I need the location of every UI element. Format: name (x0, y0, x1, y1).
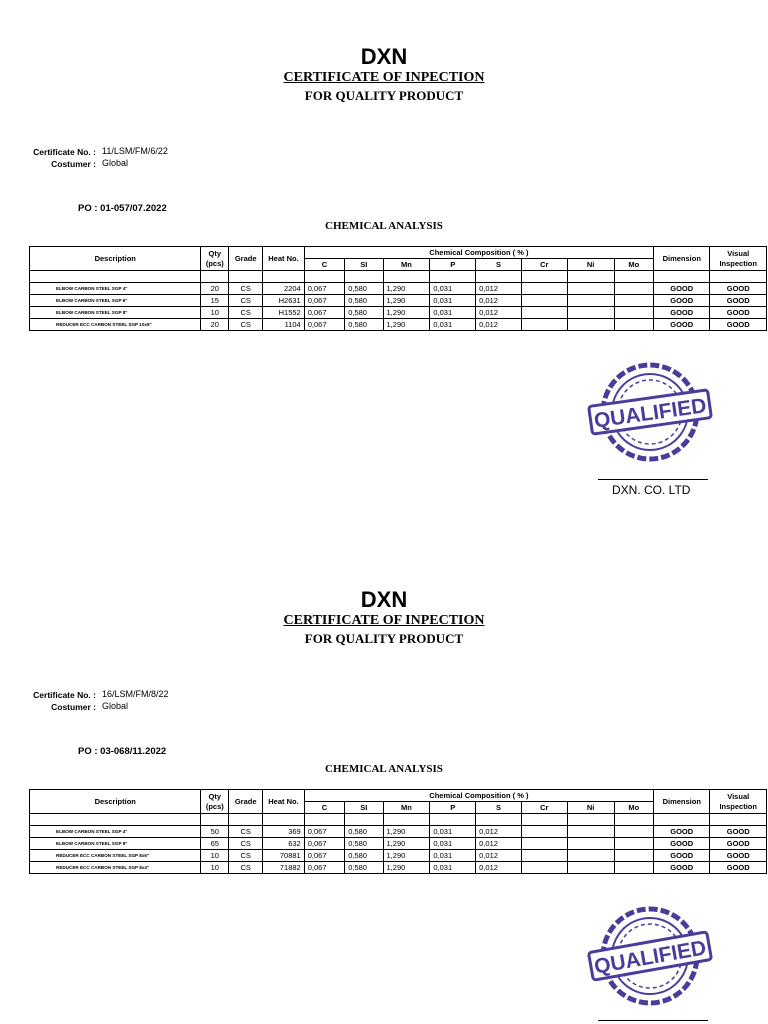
cell-description: ELBOW CARBON STEEL SGP 4" (30, 283, 201, 295)
cell-cr (521, 862, 567, 874)
company-name: DXN (360, 44, 408, 69)
cell-p: 0,031 (430, 283, 476, 295)
cell-mn: 1,290 (383, 826, 430, 838)
cell-p: 0,031 (430, 850, 476, 862)
cell-ni (567, 850, 614, 862)
qty-unit: (pcs) (205, 258, 224, 268)
certificate-title: CERTIFICATE OF INPECTION (283, 70, 485, 85)
cell-p: 0,031 (430, 307, 476, 319)
visual-label: Visual (727, 248, 750, 258)
cell-dimension: GOOD (654, 838, 710, 850)
cell-visual: GOOD (710, 862, 767, 874)
chemical-analysis-table (29, 246, 767, 331)
cell-dimension: GOOD (654, 283, 710, 295)
col-chemical-composition: Chemical Composition ( % ) (304, 790, 653, 802)
cell-heat-no: 369 (263, 826, 305, 838)
cell-description: REDUCER ECC CARBON STEEL SGP 8x6" (30, 850, 201, 862)
cell-grade: CS (229, 283, 263, 295)
col-qty (201, 247, 229, 271)
cell-description: ELBOW CARBON STEEL SGP 4" (30, 826, 201, 838)
purchase-order: PO : 01-057/07.2022 (78, 203, 167, 214)
inspection-label: Inspection (719, 801, 757, 811)
certificate-no-value: 11/LSM/FM/6/22 (102, 146, 168, 156)
cell-p: 0,031 (430, 838, 476, 850)
cell-si: 0,580 (345, 862, 383, 874)
cell-si: 0,580 (345, 850, 383, 862)
cell-s: 0,012 (476, 826, 522, 838)
cell-mn: 1,290 (383, 838, 430, 850)
cell-mn: 1,290 (383, 850, 430, 862)
cell-mo (614, 307, 653, 319)
cell-heat-no: 632 (263, 838, 305, 850)
col-ni: Ni (567, 802, 614, 814)
cell-c: 0,067 (304, 283, 344, 295)
table-row (30, 319, 767, 331)
table-body (30, 814, 767, 874)
certificate-no-value: 16/LSM/FM/8/22 (102, 689, 169, 699)
customer-label: Costumer : (51, 702, 96, 712)
cell-c: 0,067 (304, 307, 344, 319)
table-row (30, 838, 767, 850)
cell-grade: CS (229, 826, 263, 838)
visual-label: Visual (727, 791, 750, 801)
cell-ni (567, 319, 614, 331)
col-grade: Grade (229, 247, 263, 271)
cell-c: 0,067 (304, 850, 344, 862)
col-si: SI (345, 259, 383, 271)
col-p: P (430, 259, 476, 271)
cell-c: 0,067 (304, 862, 344, 874)
cell-visual: GOOD (710, 295, 767, 307)
qualified-stamp (584, 360, 716, 464)
qty-unit: (pcs) (205, 801, 224, 811)
cell-qty: 20 (201, 319, 229, 331)
cell-grade: CS (229, 295, 263, 307)
cell-cr (521, 826, 567, 838)
cell-p: 0,031 (430, 826, 476, 838)
chemical-analysis-table (29, 789, 767, 874)
signature-company: DXN. CO. LTD (612, 483, 691, 497)
cell-mo (614, 826, 653, 838)
spacer-row (30, 271, 767, 283)
col-chemical-composition: Chemical Composition ( % ) (304, 247, 653, 259)
cell-qty: 50 (201, 826, 229, 838)
cell-grade: CS (229, 862, 263, 874)
cell-qty: 15 (201, 295, 229, 307)
certificate-no-label: Certificate No. : (33, 147, 96, 157)
cell-cr (521, 319, 567, 331)
cell-s: 0,012 (476, 838, 522, 850)
cell-ni (567, 283, 614, 295)
cell-si: 0,580 (345, 319, 383, 331)
cell-c: 0,067 (304, 826, 344, 838)
cell-si: 0,580 (345, 283, 383, 295)
cell-ni (567, 826, 614, 838)
cell-mo (614, 319, 653, 331)
cell-heat-no: H2631 (263, 295, 305, 307)
cell-dimension: GOOD (654, 307, 710, 319)
header-row (30, 247, 767, 259)
table-row (30, 283, 767, 295)
qty-label: Qty (208, 248, 222, 258)
cell-heat-no: 1104 (263, 319, 305, 331)
col-p: P (430, 802, 476, 814)
inspection-label: Inspection (719, 258, 757, 268)
cell-mo (614, 283, 653, 295)
col-mo: Mo (614, 802, 653, 814)
signature-line (598, 479, 708, 480)
cell-cr (521, 295, 567, 307)
cell-grade: CS (229, 850, 263, 862)
cell-grade: CS (229, 319, 263, 331)
cell-ni (567, 307, 614, 319)
table-row (30, 307, 767, 319)
cell-dimension: GOOD (654, 862, 710, 874)
signature-line (598, 1020, 708, 1021)
cell-description: REDUCER ECC CARBON STEEL SGP 8x4" (30, 862, 201, 874)
col-visual-inspection (710, 247, 767, 271)
cell-description: ELBOW CARBON STEEL SGP 8" (30, 838, 201, 850)
col-mn: Mn (383, 259, 430, 271)
cell-visual: GOOD (710, 826, 767, 838)
company-name: DXN (360, 587, 408, 612)
col-s: S (476, 259, 522, 271)
col-cr: Cr (521, 802, 567, 814)
cell-description: ELBOW CARBON STEEL SGP 8" (30, 307, 201, 319)
cell-si: 0,580 (345, 295, 383, 307)
col-c: C (304, 259, 344, 271)
cell-s: 0,012 (476, 307, 522, 319)
cell-qty: 10 (201, 307, 229, 319)
cell-cr (521, 283, 567, 295)
cell-visual: GOOD (710, 283, 767, 295)
cell-s: 0,012 (476, 283, 522, 295)
cell-si: 0,580 (345, 826, 383, 838)
cell-ni (567, 862, 614, 874)
cell-dimension: GOOD (654, 295, 710, 307)
qualified-stamp (584, 904, 716, 1008)
cell-p: 0,031 (430, 295, 476, 307)
cell-c: 0,067 (304, 838, 344, 850)
cell-p: 0,031 (430, 862, 476, 874)
cell-visual: GOOD (710, 307, 767, 319)
cell-mn: 1,290 (383, 319, 430, 331)
cell-heat-no: 71882 (263, 862, 305, 874)
col-heat-no: Heat No. (263, 790, 305, 814)
cell-s: 0,012 (476, 850, 522, 862)
col-visual-inspection (710, 790, 767, 814)
purchase-order: PO : 03-068/11.2022 (78, 746, 167, 757)
table-row (30, 862, 767, 874)
certificate-title: CERTIFICATE OF INPECTION (283, 613, 485, 628)
cell-si: 0,580 (345, 838, 383, 850)
cell-visual: GOOD (710, 319, 767, 331)
col-s: S (476, 802, 522, 814)
cell-cr (521, 850, 567, 862)
col-mo: Mo (614, 259, 653, 271)
col-si: SI (345, 802, 383, 814)
cell-visual: GOOD (710, 838, 767, 850)
stamp-text: QUALIFIED (592, 936, 708, 979)
spacer-row (30, 814, 767, 826)
customer-value: Global (102, 158, 129, 168)
cell-cr (521, 838, 567, 850)
col-description: Description (30, 247, 201, 271)
cell-mo (614, 850, 653, 862)
col-grade: Grade (229, 790, 263, 814)
certificate-subtitle: FOR QUALITY PRODUCT (304, 88, 464, 103)
section-title: CHEMICAL ANALYSIS (325, 220, 443, 232)
cell-qty: 10 (201, 862, 229, 874)
header-row (30, 790, 767, 802)
cell-mo (614, 862, 653, 874)
cell-qty: 10 (201, 850, 229, 862)
cell-ni (567, 295, 614, 307)
col-mn: Mn (383, 802, 430, 814)
col-cr: Cr (521, 259, 567, 271)
cell-mo (614, 295, 653, 307)
cell-mn: 1,290 (383, 283, 430, 295)
cell-grade: CS (229, 307, 263, 319)
cell-description: REDUCER ECC CARBON STEEL SGP 10x8" (30, 319, 201, 331)
cell-qty: 20 (201, 283, 229, 295)
cell-dimension: GOOD (654, 826, 710, 838)
cell-description: ELBOW CARBON STEEL SGP 6" (30, 295, 201, 307)
col-dimension: Dimension (654, 790, 710, 814)
cell-mn: 1,290 (383, 295, 430, 307)
cell-heat-no: 2204 (263, 283, 305, 295)
cell-mn: 1,290 (383, 307, 430, 319)
col-ni: Ni (567, 259, 614, 271)
customer-value: Global (102, 701, 129, 711)
customer-label: Costumer : (51, 159, 96, 169)
col-description: Description (30, 790, 201, 814)
cell-p: 0,031 (430, 319, 476, 331)
cell-visual: GOOD (710, 850, 767, 862)
col-dimension: Dimension (654, 247, 710, 271)
cell-s: 0,012 (476, 319, 522, 331)
col-qty (201, 790, 229, 814)
cell-dimension: GOOD (654, 319, 710, 331)
cell-grade: CS (229, 838, 263, 850)
cell-c: 0,067 (304, 319, 344, 331)
stamp-text: QUALIFIED (592, 394, 708, 433)
cell-qty: 65 (201, 838, 229, 850)
qty-label: Qty (208, 791, 222, 801)
cell-cr (521, 307, 567, 319)
cell-mo (614, 838, 653, 850)
col-c: C (304, 802, 344, 814)
cell-dimension: GOOD (654, 850, 710, 862)
cell-c: 0,067 (304, 295, 344, 307)
section-title: CHEMICAL ANALYSIS (325, 763, 443, 775)
table-row (30, 850, 767, 862)
col-heat-no: Heat No. (263, 247, 305, 271)
cell-mn: 1,290 (383, 862, 430, 874)
table-row (30, 295, 767, 307)
certificate-subtitle: FOR QUALITY PRODUCT (304, 631, 464, 646)
table-row (30, 826, 767, 838)
cell-heat-no: H1552 (263, 307, 305, 319)
cell-heat-no: 70881 (263, 850, 305, 862)
certificate-no-label: Certificate No. : (33, 690, 96, 700)
table-body (30, 271, 767, 331)
cell-s: 0,012 (476, 862, 522, 874)
cell-ni (567, 838, 614, 850)
cell-si: 0,580 (345, 307, 383, 319)
cell-s: 0,012 (476, 295, 522, 307)
